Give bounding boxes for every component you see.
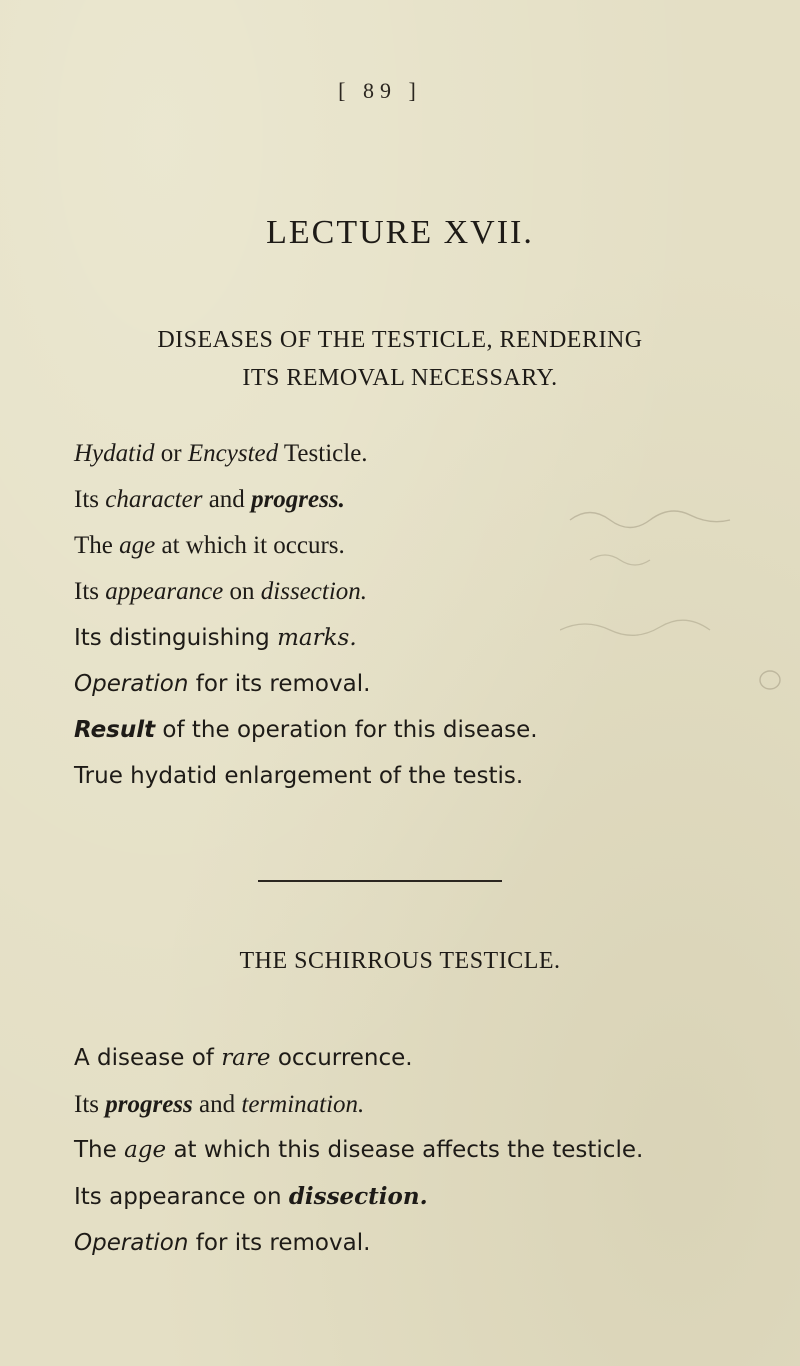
topic-line-character: Its character and progress.	[74, 486, 345, 513]
topic-line-operation: Operation for its removal.	[74, 671, 371, 697]
section-heading: THE SCHIRROUS TESTICLE.	[239, 948, 561, 974]
topic-line-age-affects: The age at which this disease affects the testicle.	[74, 1137, 644, 1163]
section-divider	[258, 880, 502, 882]
page-number: [ 89 ]	[338, 78, 422, 103]
topic-line-result: Result of the operation for this disease.	[74, 717, 538, 743]
topic-line-hydatid: Hydatid or Encysted Testicle.	[74, 440, 368, 467]
topic-line-appearance: Its appearance on dissection.	[74, 578, 368, 605]
topic-line-true-hydatid: True hydatid enlargement of the testis.	[74, 763, 524, 789]
topic-line-progress: Its progress and termination.	[74, 1091, 365, 1118]
topic-line-appearance-dissection: Its appearance on dissection.	[74, 1183, 428, 1210]
lecture-subtitle-line-2: ITS REMOVAL NECESSARY.	[242, 365, 558, 391]
lecture-title: LECTURE XVII.	[266, 214, 534, 251]
topic-line-operation-removal: Operation for its removal.	[74, 1230, 371, 1256]
lecture-subtitle-line-1: DISEASES OF THE TESTICLE, RENDERING	[157, 327, 643, 353]
topic-line-age: The age at which it occurs.	[74, 532, 345, 559]
topic-line-rare: A disease of rare occurrence.	[74, 1045, 413, 1071]
pencil-annotation-marks	[560, 490, 800, 690]
topic-line-marks: Its distinguishing marks.	[74, 625, 357, 651]
